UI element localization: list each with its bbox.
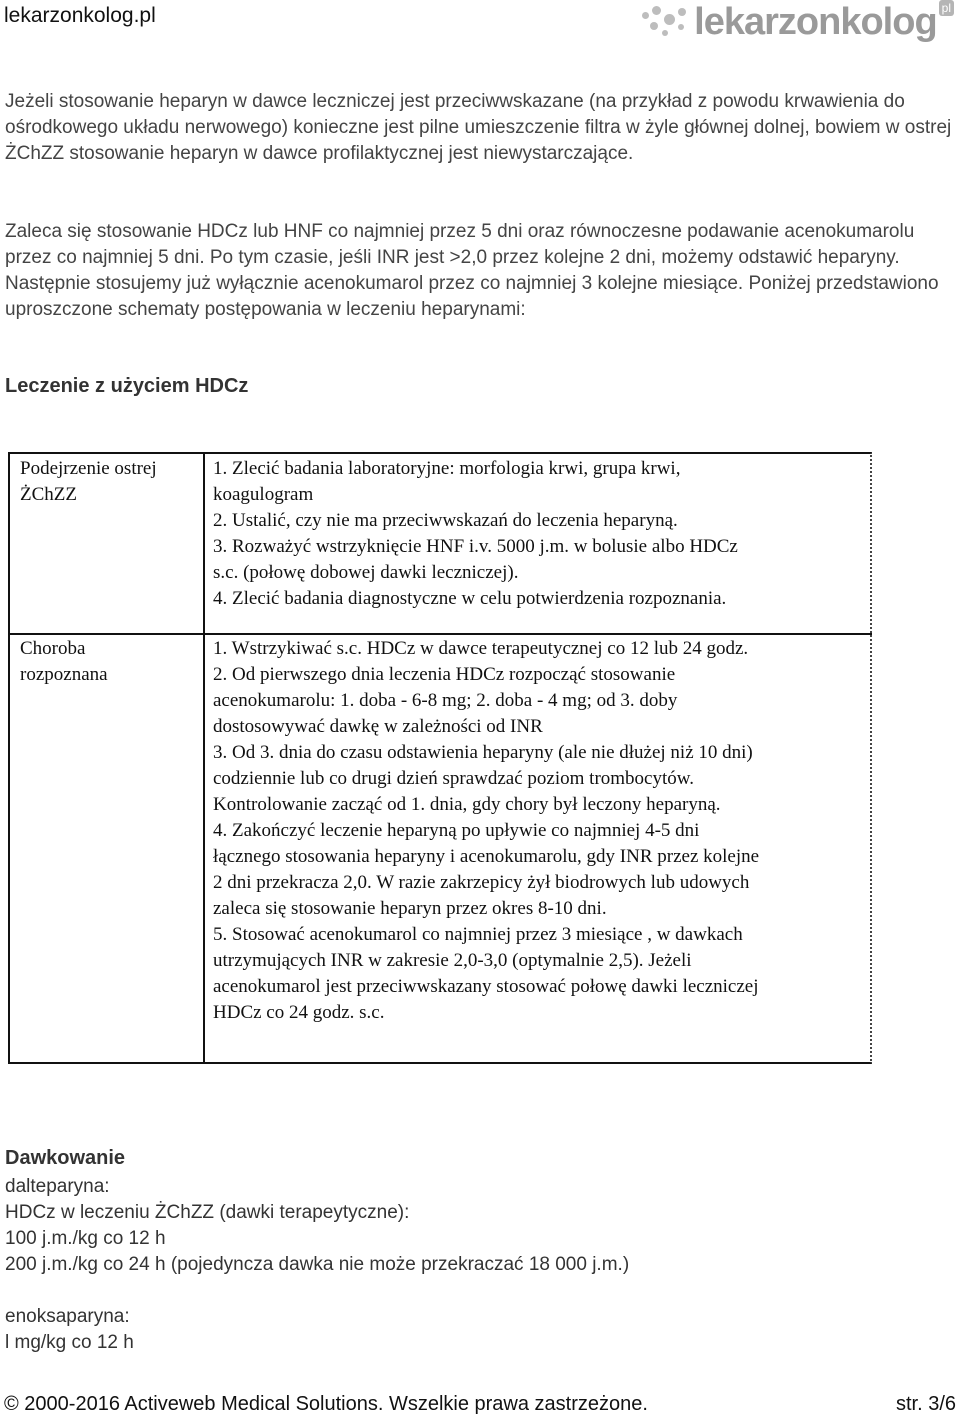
- dosing-heading: Dawkowanie: [5, 1147, 126, 1169]
- dosing-line: enoksaparyna:: [5, 1306, 130, 1327]
- site-logo: [642, 0, 954, 44]
- paragraph-treatment: Zaleca się stosowanie HDCz lub HNF co najmniej przez 5 dni oraz równoczesne podawanie acenokumarolu przez co najmniej 5 dni. Po tym czasie, jeśli INR jest >2,0 przez kolejne 2 dni, możemy odstawić heparyny. Następnie stosujemy już wyłącznie acenokumarol przez co najmniej 3 kolejne miesiące. Poniżej przedstawiono uproszczone schematy postępowania w leczeniu heparynami:: [5, 221, 939, 320]
- dosing-line: 200 j.m./kg co 24 h (pojedyncza dawka nie może przekraczać 18 000 j.m.): [5, 1254, 630, 1275]
- row1-label: Podejrzenie ostrej ŻChZZ: [20, 458, 157, 505]
- page-number: str. 3/6: [895, 1393, 956, 1415]
- dosing-line: dalteparyna:: [5, 1176, 110, 1197]
- row2-content: 1. Wstrzykiwać s.c. HDCz w dawce terapeutycznej co 12 lub 24 godz. 2. Od pierwszego dnia leczenia HDCz rozpocząć stosowanie acenokumarolu: 1. doba - 6-8 mg; 2. doba - 4 mg; od 3. doby dostosowywać dawkę w zależności od INR 3. Od 3. dnia do czasu odstawienia heparyny (ale nie dłużej niż 10 dni) codziennie lub co drugi dzień sprawdzać poziom trombocytów. Kontrolowanie zacząć od 1. dnia, gdy chory był leczony heparyną. 4. Zakończyć leczenie heparyną po upływie co najmniej 4-5 dni łącznego stosowania heparyny i acenokumarolu, gdy INR przez kolejne 2 dni przekracza 2,0. W razie zakrzepicy żył biodrowych lub udowych zaleca się stosowanie heparyn przez okres 8-10 dni. 5. Stosować acenokumarol co najmniej przez 3 miesiące , w dawkach utrzymujących INR w zakresie 2,0-3,0 (optymalnie 2,5). Jeżeli acenokumarol jest przeciwwskazany stosować połowę dawki leczniczej HDCz co 24 godz. s.c.: [213, 638, 760, 1023]
- copyright-footer: © 2000-2016 Activeweb Medical Solutions. Wszelkie prawa zastrzeżone.: [4, 1393, 648, 1415]
- paragraph-filter: Jeżeli stosowanie heparyn w dawce leczniczej jest przeciwwskazane (na przykład z powodu krwawienia do ośrodkowego układu nerwowego) konieczne jest pilne umieszczenie filtra w żyle głównej dolnej, bowiem w ostrej ŻChZZ stosowanie heparyn w dawce profilaktycznej jest niewystarczające.: [5, 91, 952, 164]
- row1-content: 1. Zlecić badania laboratoryjne: morfologia krwi, grupa krwi, koagulogram 2. Ustalić, czy nie ma przeciwwskazań do leczenia heparyną. 3. Rozważyć wstrzyknięcie HNF i.v. 5000 j.m. w bolusie albo HDCz s.c. (połowę dobowej dawki leczniczej). 4. Zlecić badania diagnostyczne w celu potwierdzenia rozpoznania.: [213, 458, 738, 609]
- treatment-table: [8, 452, 872, 1064]
- site-name[interactable]: lekarzonkolog.pl: [4, 4, 156, 27]
- logo-dots-icon: [642, 2, 694, 42]
- dosing-line: l mg/kg co 12 h: [5, 1332, 134, 1353]
- section-heading: Leczenie z użyciem HDCz: [5, 375, 249, 397]
- logo-suffix: pl: [939, 0, 954, 16]
- row2-label: Choroba rozpoznana: [20, 638, 108, 685]
- dosing-line: 100 j.m./kg co 12 h: [5, 1228, 166, 1249]
- logo-text: lekarzonkolog: [694, 1, 937, 43]
- dosing-line: HDCz w leczeniu ŻChZZ (dawki terapeytyczne):: [5, 1202, 410, 1223]
